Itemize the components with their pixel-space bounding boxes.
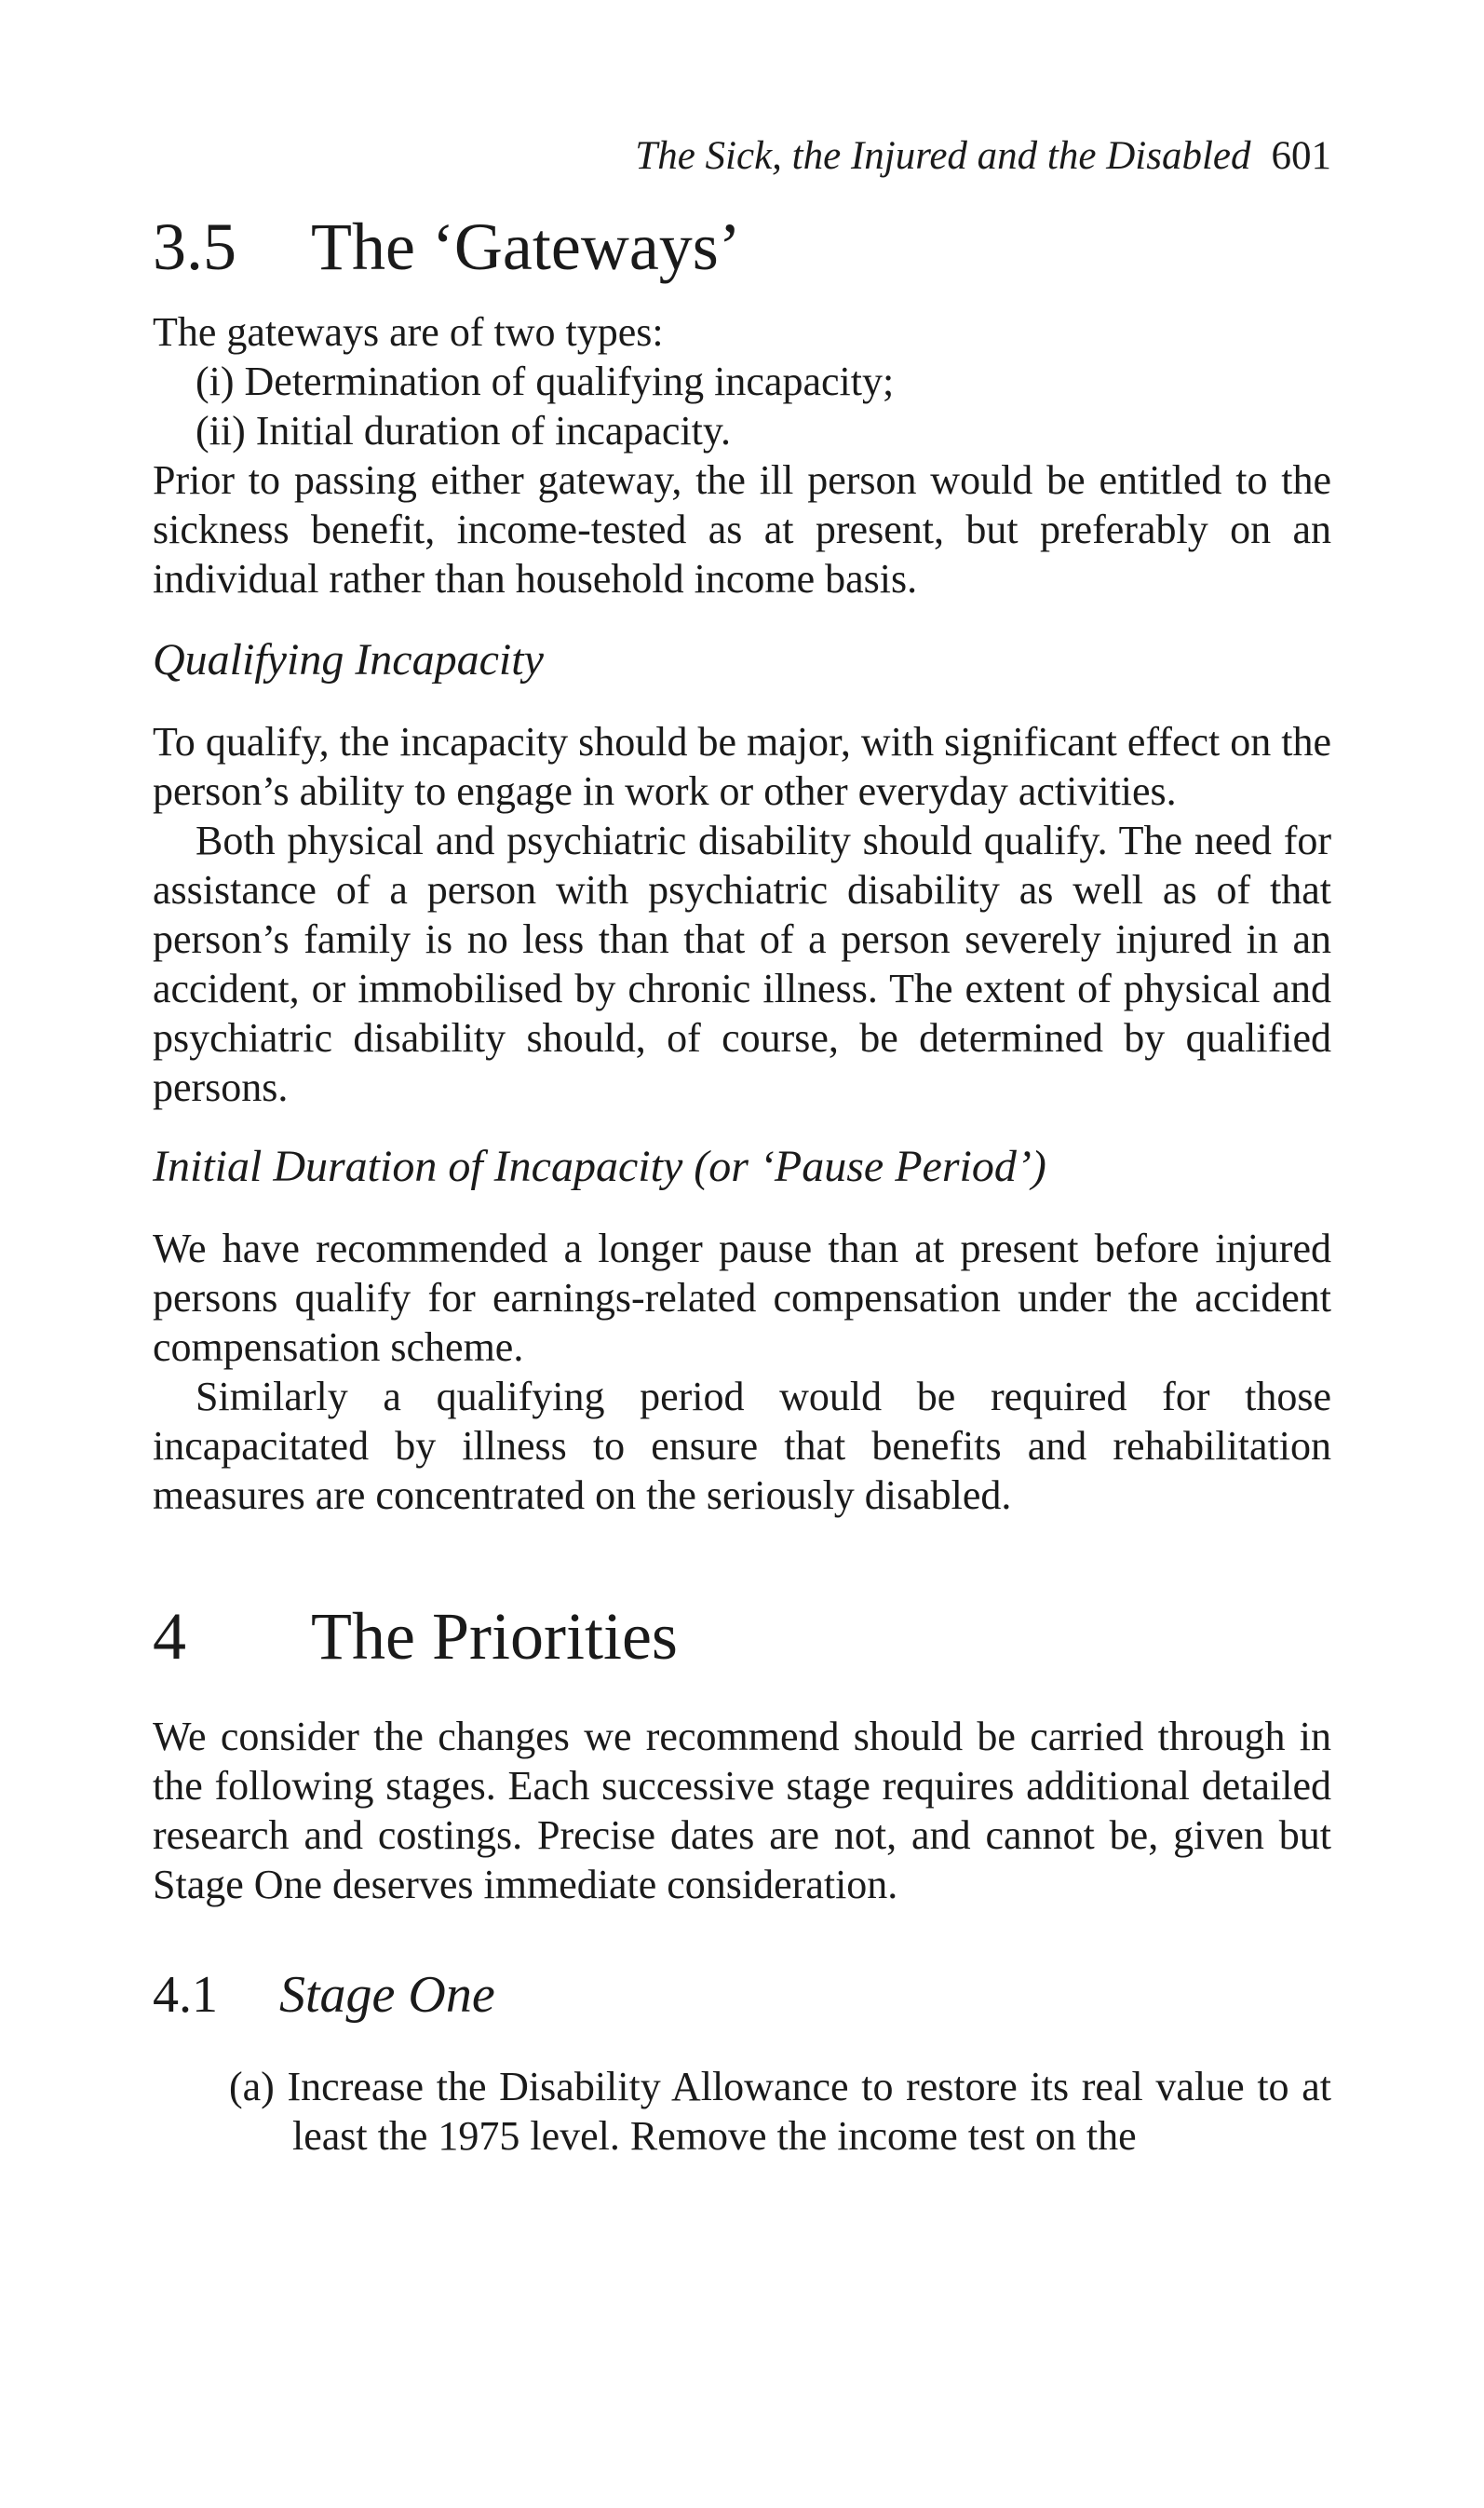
section-number: 4.1: [153, 1966, 218, 2024]
list-item: (a) Increase the Disability Allowance to restore its real value to at least the 1975 level. Remove the income test on the: [229, 2064, 1331, 2159]
section-title: Stage One: [279, 1966, 495, 2024]
paragraph: To qualify, the incapacity should be major, with significant effect on the person’s ability to engage in work or other everyday activities.: [153, 719, 1331, 814]
paragraph: Prior to passing either gateway, the ill person would be entitled to the sickness benefit, income-tested as at present, but preferably on an individual rather than household income basis.: [153, 457, 1331, 602]
page-body: [153, 205, 1331, 2161]
list-item: (i) Determination of qualifying incapacity;: [196, 359, 895, 404]
running-head: [596, 129, 1331, 184]
section-number: 3.5: [153, 210, 236, 284]
stage-one-list: [153, 2062, 1331, 2161]
paragraph: Both physical and psychiatric disability should qualify. The need for assistance of a person with psychiatric disability as well as of that person’s family is no less than that of a person severely injured in an accident, or immobilised by chronic illness. The extent of physical and psychiatric disability should, of course, be determined by qualified persons.: [153, 818, 1331, 1110]
gateways-intro: The gateways are of two types:: [153, 309, 664, 355]
initial-duration-heading: Initial Duration of Incapacity (or ‘Pause Period’): [153, 1142, 1046, 1191]
section-4-1-heading: [153, 1961, 1331, 2028]
section-title: The Priorities: [311, 1599, 678, 1674]
paragraph: We consider the changes we recommend should be carried through in the following stages. Each successive stage requires additional detailed research and costings. Precise dates are not, and cannot be, given but Stage One deserves immediate consideration.: [153, 1714, 1331, 1907]
gateway-types-list: [153, 357, 1331, 455]
section-title: The ‘Gateways’: [311, 210, 741, 284]
qualifying-incapacity-heading: Qualifying Incapacity: [153, 635, 544, 685]
section-number: 4: [153, 1599, 186, 1674]
running-head-title: The Sick, the Injured and the Disabled: [635, 134, 1251, 178]
section-4-heading: [153, 1594, 1331, 1678]
paragraph: Similarly a qualifying period would be required for those incapacitated by illness to ensure that benefits and rehabilitation measures are concentrated on the seriously disabled.: [153, 1374, 1331, 1518]
page-number: 601: [1271, 134, 1331, 178]
section-3-5-heading: [153, 205, 1331, 289]
paragraph: We have recommended a longer pause than at present before injured persons qualify for earnings-related compensation under the accident compensation scheme.: [153, 1226, 1331, 1370]
list-item: (ii) Initial duration of incapacity.: [196, 408, 732, 454]
